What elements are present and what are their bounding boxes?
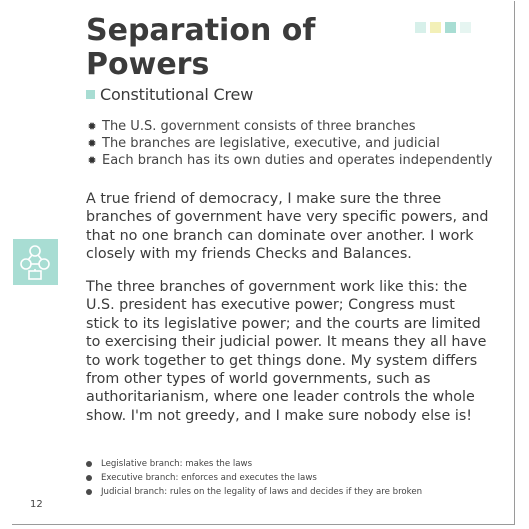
page-subtitle: Constitutional Crew	[100, 85, 254, 104]
page-title: Separation of Powers	[86, 13, 316, 82]
deco-square-3	[445, 22, 456, 33]
page-number: 12	[30, 499, 43, 510]
key-point	[86, 135, 492, 152]
key-points-list	[86, 118, 492, 169]
list-item-text: Legislative branch: makes the laws	[101, 459, 253, 469]
list-item	[86, 457, 422, 471]
bullet-dot-icon	[86, 475, 92, 481]
branches-diagram-icon	[13, 239, 58, 285]
side-tab	[13, 239, 58, 285]
decorative-squares	[415, 22, 471, 34]
list-item-text: Executive branch: enforces and executes the laws	[101, 473, 317, 483]
sun-star-icon: ✹	[87, 120, 97, 133]
key-point	[86, 118, 492, 135]
body-paragraph-2: The three branches of government work like this: the U.S. president has executive power; Congress must stick to its legislative power; and the courts are limited to exercising their judicial power. It means they all have to work together to get things done. My system differs from other types of world governments, such as authoritarianism, where one leader controls the whole show. I'm not greedy, and I make sure nobody else is!	[86, 279, 487, 424]
bullet-dot-icon	[86, 489, 92, 495]
bullet-dot-icon	[86, 461, 92, 467]
key-point-text: Each branch has its own duties and operates independently	[102, 153, 493, 168]
branches-summary-list	[86, 457, 422, 499]
list-item	[86, 485, 422, 499]
deco-square-2	[430, 22, 441, 33]
deco-square-1	[415, 22, 426, 33]
subtitle-square-icon	[86, 90, 95, 99]
list-item	[86, 471, 422, 485]
key-point-text: The branches are legislative, executive, and judicial	[102, 136, 440, 151]
deco-square-4	[460, 22, 471, 33]
subtitle-row	[86, 85, 253, 104]
key-point-text: The U.S. government consists of three branches	[102, 119, 416, 134]
body-paragraph-1: A true friend of democracy, I make sure the three branches of government have very specific powers, and that no one branch can dominate over another. I work closely with my friends Checks and Balances.	[86, 191, 489, 263]
key-point	[86, 152, 492, 169]
sun-star-icon: ✹	[87, 137, 97, 150]
sun-star-icon: ✹	[87, 154, 97, 167]
list-item-text: Judicial branch: rules on the legality of laws and decides if they are broken	[101, 487, 423, 497]
